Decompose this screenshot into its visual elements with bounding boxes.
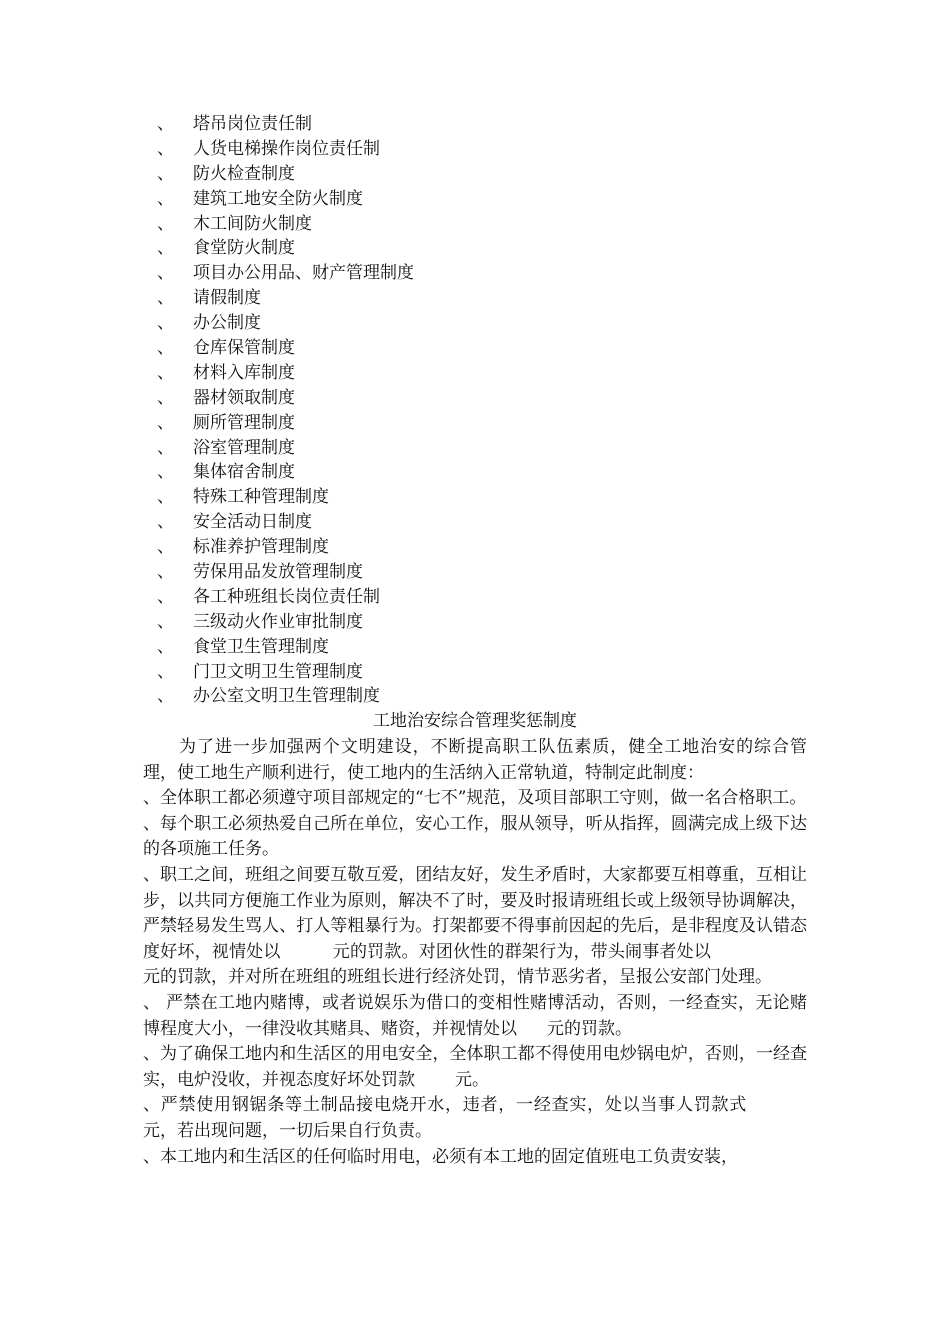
list-item-label: 办公室文明卫生管理制度 xyxy=(193,686,380,707)
list-item xyxy=(0,386,950,411)
rule-paragraph xyxy=(143,991,807,1042)
rule-text: 、为了确保工地内和生活区的用电安全，全体职工都不得使用电炒锅电炉，否则，一经查实，电炉没收，并视态度好坏处罚款 xyxy=(143,1044,807,1090)
list-item-label: 各工种班组长岗位责任制 xyxy=(193,586,380,607)
rule-paragraph xyxy=(143,863,807,991)
list-item xyxy=(0,660,950,685)
list-marker: 、 xyxy=(157,437,174,458)
list-item xyxy=(0,162,950,187)
rule-text: 元。 xyxy=(455,1069,489,1090)
list-item xyxy=(0,137,950,162)
list-marker: 、 xyxy=(157,213,174,234)
rule-text: 、全体职工都必须遵守项目部规定的“七不”规范，及项目部职工守则，做一名合格职工。 xyxy=(143,788,807,809)
list-marker: 、 xyxy=(157,412,174,433)
list-marker: 、 xyxy=(157,586,174,607)
list-item xyxy=(0,510,950,535)
list-marker: 、 xyxy=(157,487,174,508)
list-item-label: 标准养护管理制度 xyxy=(193,537,329,558)
rule-text: 元的罚款，并对所在班组的班组长进行经济处罚，情节恶劣者，呈报公安部门处理。 xyxy=(143,967,772,988)
list-item xyxy=(0,560,950,585)
rule-text: 、严禁使用钢锯条等土制品接电烧开水，违者，一经查实，处以当事人罚款式 xyxy=(143,1095,747,1116)
list-marker: 、 xyxy=(157,263,174,284)
list-marker: 、 xyxy=(157,611,174,632)
list-item xyxy=(0,411,950,436)
rule-text: 、每个职工必须热爱自己所在单位，安心工作，服从领导，听从指挥，圆满完成上级下达的各项施工任务。 xyxy=(143,813,807,860)
list-marker: 、 xyxy=(157,362,174,383)
list-item-label: 特殊工种管理制度 xyxy=(193,487,329,508)
list-item xyxy=(0,684,950,709)
list-item-label: 木工间防火制度 xyxy=(193,213,312,234)
list-marker: 、 xyxy=(157,338,174,359)
regulation-list xyxy=(0,112,950,709)
list-item-label: 厕所管理制度 xyxy=(193,412,295,433)
list-item xyxy=(0,236,950,261)
list-marker: 、 xyxy=(157,188,174,209)
list-marker: 、 xyxy=(157,163,174,184)
list-item-label: 安全活动日制度 xyxy=(193,512,312,533)
rule-text: 、 严禁在工地内赌博，或者说娱乐为借口的变相性赌博活动，否则，一经查实，无论赌博程度大小，一律没收其赌具、赌资，并视情处以 xyxy=(143,992,807,1039)
list-item-label: 食堂防火制度 xyxy=(193,238,295,259)
list-item xyxy=(0,112,950,137)
list-item xyxy=(0,187,950,212)
list-item xyxy=(0,460,950,485)
list-marker: 、 xyxy=(157,288,174,309)
list-item xyxy=(0,585,950,610)
list-item xyxy=(0,361,950,386)
rule-text: 、本工地内和生活区的任何临时用电，必须有本工地的固定值班电工负责安装， xyxy=(143,1146,738,1167)
list-marker: 、 xyxy=(157,114,174,134)
list-item xyxy=(0,286,950,311)
rule-paragraph xyxy=(143,812,807,863)
rule-paragraph xyxy=(143,1145,807,1171)
list-item-label: 办公制度 xyxy=(193,313,261,334)
list-item-label: 浴室管理制度 xyxy=(193,437,295,458)
intro-paragraph: 为了进一步加强两个文明建设，不断提高职工队伍素质，健全工地治安的综合管理，使工地生产顺利进行，使工地内的生活纳入正常轨道，特制定此制度： xyxy=(143,737,807,783)
list-marker: 、 xyxy=(157,238,174,259)
list-item-label: 门卫文明卫生管理制度 xyxy=(193,661,363,682)
list-item-label: 食堂卫生管理制度 xyxy=(193,636,329,657)
list-item-label: 项目办公用品、财产管理制度 xyxy=(193,263,414,284)
rule-paragraph xyxy=(143,1093,807,1144)
list-marker: 、 xyxy=(157,537,174,558)
list-item xyxy=(0,336,950,361)
list-item xyxy=(0,311,950,336)
list-item-label: 器材领取制度 xyxy=(193,387,295,408)
list-marker: 、 xyxy=(157,138,174,159)
list-item-label: 塔吊岗位责任制 xyxy=(193,114,312,134)
rule-text: 元的罚款。对团伙性的群架行为，带头闹事者处以 xyxy=(332,941,712,962)
list-marker: 、 xyxy=(157,512,174,533)
rule-text: 元的罚款。 xyxy=(547,1018,632,1039)
list-item xyxy=(0,261,950,286)
list-item-label: 材料入库制度 xyxy=(193,362,295,383)
rule-text: 、职工之间，班组之间要互敬互爱，团结友好，发生矛盾时，大家都要互相尊重，互相让步，以共同方便施工作业为原则，解决不了时，要及时报请班组长或上级领导协调解决，严禁轻易发生骂人、打人等粗暴行为。打架都要不得事前因起的先后，是非程度及认错态度好坏，视情处以 xyxy=(143,864,807,962)
list-marker: 、 xyxy=(157,661,174,682)
list-marker: 、 xyxy=(157,387,174,408)
list-marker: 、 xyxy=(157,313,174,334)
list-item-label: 三级动火作业审批制度 xyxy=(193,611,363,632)
list-marker: 、 xyxy=(157,686,174,707)
list-item-label: 防火检查制度 xyxy=(193,163,295,184)
list-item-label: 集体宿舍制度 xyxy=(193,462,295,483)
list-item xyxy=(0,212,950,237)
rule-text: 元，若出现问题，一切后果自行负责。 xyxy=(143,1120,432,1141)
section-body xyxy=(143,735,807,1170)
list-item xyxy=(0,535,950,560)
list-marker: 、 xyxy=(157,462,174,483)
list-item xyxy=(0,436,950,461)
list-item-label: 劳保用品发放管理制度 xyxy=(193,562,363,583)
list-item-label: 请假制度 xyxy=(193,288,261,309)
list-item xyxy=(0,485,950,510)
list-item-label: 人货电梯操作岗位责任制 xyxy=(193,138,380,159)
rule-paragraph xyxy=(143,786,807,812)
list-item-label: 仓库保管制度 xyxy=(193,338,295,359)
rule-paragraph xyxy=(143,1042,807,1093)
list-item-label: 建筑工地安全防火制度 xyxy=(193,188,363,209)
list-item xyxy=(0,635,950,660)
list-marker: 、 xyxy=(157,562,174,583)
section-title: 工地治安综合管理奖惩制度 xyxy=(373,711,577,731)
list-marker: 、 xyxy=(157,636,174,657)
list-item xyxy=(0,610,950,635)
